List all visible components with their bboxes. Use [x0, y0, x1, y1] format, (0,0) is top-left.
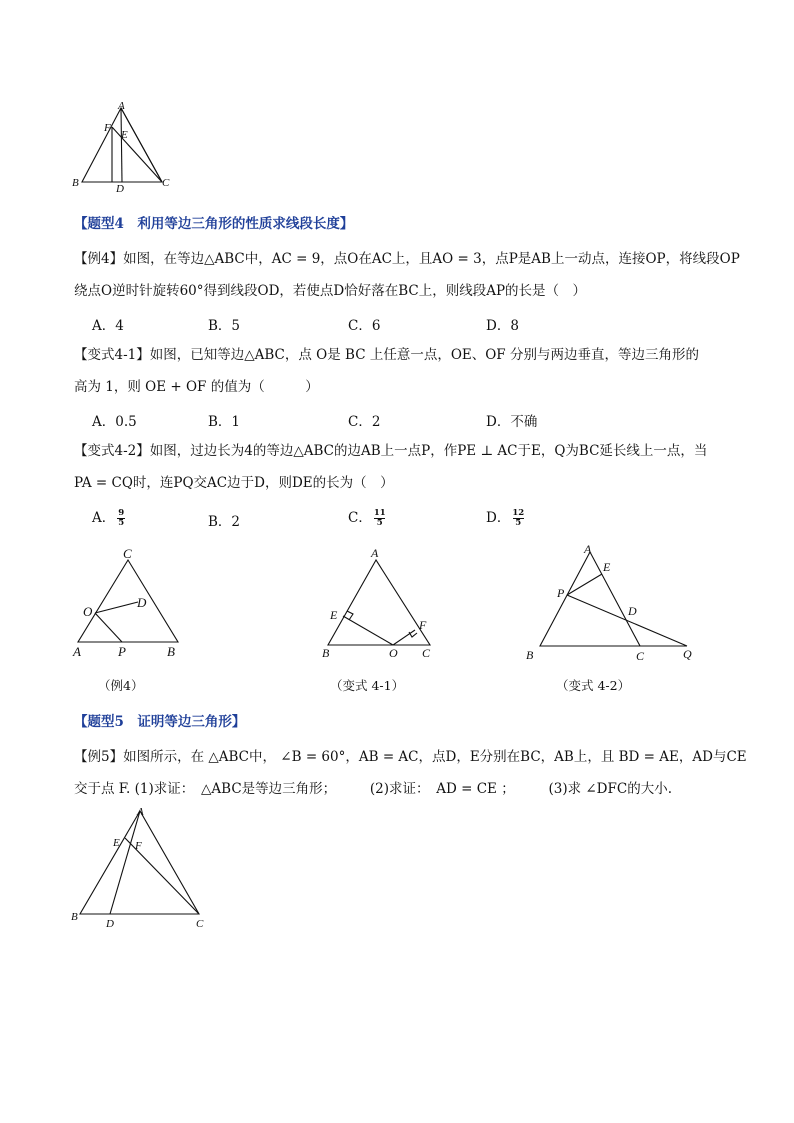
option-a-label: A．: [92, 510, 116, 526]
example-5-line-2: 交于点 F. (1)求证： △ABC是等边三角形； (2)求证： AD = CE ； (3)求 ∠DFC的大小.: [74, 781, 672, 797]
segment-ad: [110, 811, 140, 914]
label-a: A: [584, 542, 592, 556]
label-b: B: [71, 911, 78, 923]
variant-4-1-option-d: D．不确: [486, 414, 538, 430]
label-c: C: [636, 649, 645, 663]
label-o: O: [83, 604, 93, 619]
denominator: 5: [376, 518, 383, 528]
variant-4-1-line-2: 高为 1，则 OE + OF 的值为（ ）: [74, 379, 319, 395]
label-d: D: [628, 604, 637, 618]
example-4-line-1: 【例4】如图，在等边△ABC中，AC = 9，点O在AC上，且AO = 3，点P是AB上一动点，连接OP，将线段OP: [74, 251, 740, 267]
label-e: E: [113, 837, 120, 849]
example-4-option-c: C．6: [348, 318, 381, 334]
example-4-option-d: D．8: [486, 318, 519, 334]
label-b: B: [167, 644, 175, 659]
option-b-label: B．2: [208, 514, 241, 530]
option-d-label: D．: [486, 510, 511, 526]
label-e: E: [330, 608, 338, 622]
variant-4-2-option-a: [92, 506, 125, 528]
label-f: F: [104, 122, 111, 134]
figure-example-4: [66, 543, 196, 661]
label-d: D: [137, 595, 147, 610]
caption-example-4: （例4）: [98, 678, 144, 693]
figure-variant-4-1: [313, 543, 443, 661]
numerator: 11: [373, 508, 386, 518]
label-o: O: [389, 646, 398, 660]
label-c: C: [123, 546, 132, 561]
variant-4-2-line-2: PA = CQ时，连PQ交AC边于D，则DE的长为（ ）: [74, 475, 394, 491]
segment-pq: [567, 595, 687, 646]
triangle-abc: [328, 560, 430, 645]
variant-4-1-option-b: B．1: [208, 414, 241, 430]
denominator: 5: [515, 518, 522, 528]
label-a: A: [137, 806, 144, 818]
variant-4-2-option-c: [348, 506, 386, 528]
option-a-fraction: [117, 509, 125, 528]
label-c: C: [196, 918, 204, 930]
triangle-abc: [80, 811, 199, 914]
label-q: Q: [683, 647, 692, 661]
segment-ed: [121, 108, 122, 182]
numerator: 9: [118, 508, 125, 518]
option-c-label: C．: [348, 510, 372, 526]
numerator: 12: [512, 508, 525, 518]
label-c: C: [162, 177, 170, 189]
figure-variant-4-2: [520, 540, 705, 665]
option-c-fraction: [374, 509, 386, 528]
variant-4-1-option-a: A．0.5: [92, 414, 137, 430]
label-a: A: [118, 100, 125, 112]
label-e: E: [121, 129, 128, 141]
example-4-option-b: B．5: [208, 318, 241, 334]
segment-fc: [112, 127, 162, 182]
variant-4-1-line-1: 【变式4-1】如图，已知等边△ABC，点 O是 BC 上任意一点，OE、OF 分别与两边垂直，等边三角形的: [74, 347, 699, 363]
label-d: D: [106, 918, 114, 930]
example-4-option-a: A．4: [92, 318, 124, 334]
label-a: A: [371, 546, 379, 560]
example-5-line-1: 【例5】如图所示，在 △ABC中， ∠B = 60°，AB = AC，点D，E分别在BC，AB上，且 BD = AE，AD与CE: [74, 749, 747, 765]
section-5-heading: 【题型5 证明等边三角形】: [74, 714, 246, 730]
label-a: A: [73, 644, 81, 659]
example-4-line-2: 绕点O逆时针旋转60°得到线段OD，若使点D恰好落在BC上，则线段AP的长是（ ）: [74, 283, 587, 299]
segment-op: [95, 613, 122, 642]
variant-4-2-line-1: 【变式4-2】如图，过边长为4的等边△ABC的边AB上一点P，作PE ⊥ AC于E，Q为BC延长线上一点，当: [74, 443, 708, 459]
caption-variant-4-2: （变式 4-2）: [556, 678, 631, 693]
section-4-heading: 【题型4 利用等边三角形的性质求线段长度】: [74, 216, 354, 232]
label-f: F: [419, 618, 427, 632]
segment-ac: [121, 108, 162, 182]
triangle-abc: [78, 560, 178, 642]
option-d-fraction: [512, 509, 524, 528]
triangle-abc: [540, 552, 640, 646]
label-c: C: [422, 646, 431, 660]
label-b: B: [322, 646, 330, 660]
label-b: B: [526, 648, 534, 662]
variant-4-2-option-d: [486, 506, 524, 528]
caption-variant-4-1: （变式 4-1）: [330, 678, 405, 693]
label-p: P: [557, 586, 565, 600]
label-b: B: [72, 177, 79, 189]
segment-oe: [343, 616, 393, 645]
label-f: F: [135, 840, 142, 852]
denominator: 5: [118, 518, 125, 528]
label-p: P: [118, 644, 126, 659]
variant-4-1-option-c: C．2: [348, 414, 381, 430]
variant-4-2-option-b: [208, 510, 240, 530]
figure-top-triangle: [70, 100, 180, 195]
label-d: D: [116, 183, 124, 195]
figure-example-5: [68, 803, 213, 931]
label-e: E: [603, 560, 611, 574]
